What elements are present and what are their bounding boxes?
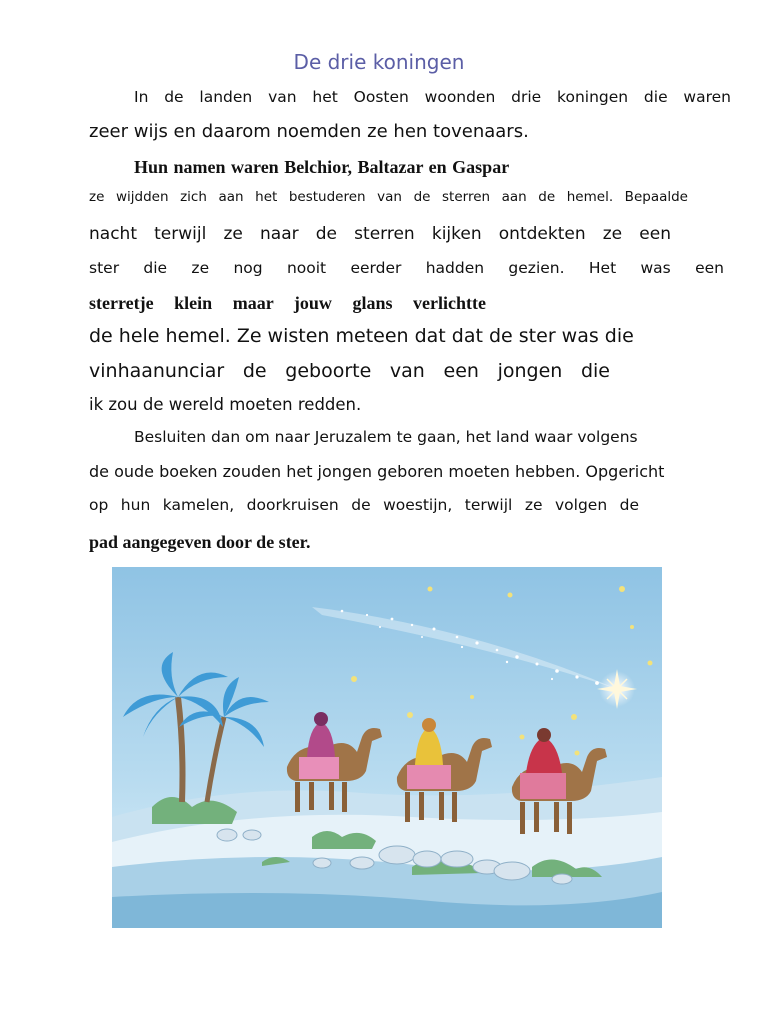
- text-line-14: pad aangegeven door de ster.: [89, 532, 311, 552]
- text-line-10: ik zou de wereld moeten redden.: [89, 395, 362, 414]
- text-line-9: vinhaanunciar de geboorte van een jongen die: [89, 360, 610, 382]
- text-line-8: de hele hemel. Ze wisten meteen dat dat de ster was die: [89, 325, 634, 347]
- text-line-11: Besluiten dan om naar Jeruzalem te gaan, het land waar volgens: [134, 428, 638, 446]
- text-line-7: sterretje klein maar jouw glans verlichtte: [89, 293, 486, 313]
- text-line-6: ster die ze nog nooit eerder hadden gezien. Het was een: [89, 259, 724, 277]
- text-line-12: de oude boeken zouden het jongen geboren moeten hebben. Opgericht: [89, 462, 665, 481]
- text-line-5: nacht terwijl ze naar de sterren kijken ontdekten ze een: [89, 224, 671, 244]
- text-line-2: zeer wijs en daarom noemden ze hen tovenaars.: [89, 121, 529, 142]
- text-line-3: Hun namen waren Belchior, Baltazar en Gaspar: [134, 157, 510, 177]
- three-kings-illustration: [112, 567, 662, 928]
- text-line-1: In de landen van het Oosten woonden drie koningen die waren: [134, 88, 731, 106]
- text-line-13: op hun kamelen, doorkruisen de woestijn, terwijl ze volgen de: [89, 496, 639, 514]
- text-line-4: ze wijdden zich aan het bestuderen van de sterren aan de hemel. Bepaalde: [89, 189, 688, 205]
- page-title: De drie koningen: [293, 50, 465, 74]
